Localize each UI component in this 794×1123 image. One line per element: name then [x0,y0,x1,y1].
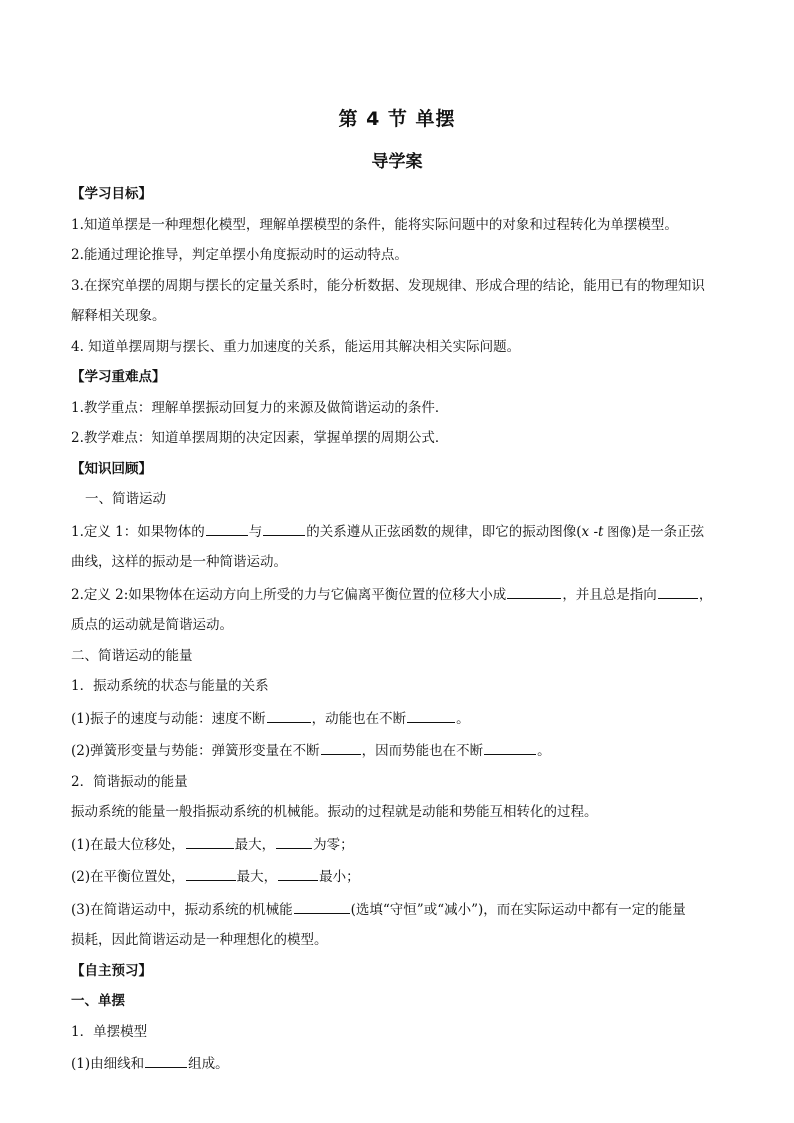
fill-blank[interactable] [294,898,350,914]
goal-4: 4. 知道单摆周期与摆长、重力加速度的关系，能运用其解决相关实际问题。 [71,338,521,355]
review-energy-1b: (2)弹簧形变量与势能：弹簧形变量在不断 ，因而势能也在不断 。 [71,739,726,762]
page-title: 第 4 节 单摆 [338,108,456,130]
review-energy-2: 2．简谐振动的能量 [71,773,188,790]
section-heading-goals: 【学习目标】 [71,186,152,202]
fill-blank[interactable] [321,739,361,755]
review-energy-1: 1．振动系统的状态与能量的关系 [71,678,269,694]
preview-item-1a: (1)由细线和 组成。 [71,1052,726,1075]
review-energy-2a: (1)在最大位移处， 最大， 为零； [71,833,726,856]
fill-blank[interactable] [145,1052,187,1068]
section-heading-key-points: 【学习重难点】 [71,369,166,385]
goal-3-line-1: 3.在探究单摆的周期与摆长的定量关系时，能分析数据、发现规律、形成合理的结论，能用已有的物理知识 [71,277,705,294]
fill-blank[interactable] [484,739,536,755]
section-heading-preview: 【自主预习】 [71,962,152,979]
section-heading-review: 【知识回顾】 [71,460,152,477]
review-energy-1a: (1)振子的速度与动能：速度不断 ，动能也在不断 。 [71,707,726,730]
key-point-1: 1.教学重点：理解单摆振动回复力的来源及做简谐运动的条件． [71,399,449,416]
review-energy-2b: (2)在平衡位置处， 最大， 最小； [71,865,726,888]
fill-blank[interactable] [507,583,561,599]
review-energy-2c: (3)在简谐运动中，振动系统的机械能 (选填“守恒”或“减小”)，而在实际运动中都有一定的能量 [71,898,726,921]
fill-blank[interactable] [658,583,698,599]
preview-item-1: 1．单摆模型 [71,1023,148,1040]
review-subsection-1: 一、简谐运动 [85,491,166,507]
fill-blank[interactable] [407,707,455,723]
fill-blank[interactable] [206,520,248,536]
fill-blank[interactable] [267,707,311,723]
review-definition-2: 2.定义 2:如果物体在运动方向上所受的力与它偏离平衡位置的位移大小成 ，并且总是指向 ， [71,583,726,606]
key-point-2: 2.教学难点：知道单摆周期的决定因素，掌握单摆的周期公式． [71,430,449,446]
fill-blank[interactable] [186,865,236,881]
review-definition-1: 1.定义 1：如果物体的 与 的关系遵从正弦函数的规律，即它的振动图像(x -t 图像)是一条正弦 [71,520,726,543]
review-definition-2-cont: 质点的运动就是简谐运动。 [71,617,233,633]
goal-1: 1.知道单摆是一种理想化模型，理解单摆模型的条件，能将实际问题中的对象和过程转化为单摆模型。 [71,216,678,233]
review-energy-2c-cont: 损耗，因此简谐运动是一种理想化的模型。 [71,932,328,948]
document-body [71,184,726,1085]
fill-blank[interactable] [276,833,312,849]
review-energy-2-text: 振动系统的能量一般指振动系统的机械能。振动的过程就是动能和势能互相转化的过程。 [71,804,598,820]
fill-blank[interactable] [278,865,318,881]
preview-subsection-1: 一、单摆 [71,993,125,1009]
review-subsection-2: 二、简谐运动的能量 [71,647,193,664]
page-subtitle: 导学案 [371,152,423,172]
review-definition-1-cont: 曲线，这样的振动是一种简谐运动。 [71,554,287,570]
goal-3-line-2: 解释相关现象。 [71,308,166,324]
goal-2: 2.能通过理论推导，判定单摆小角度振动时的运动特点。 [71,247,408,263]
fill-blank[interactable] [186,833,234,849]
fill-blank[interactable] [263,520,305,536]
